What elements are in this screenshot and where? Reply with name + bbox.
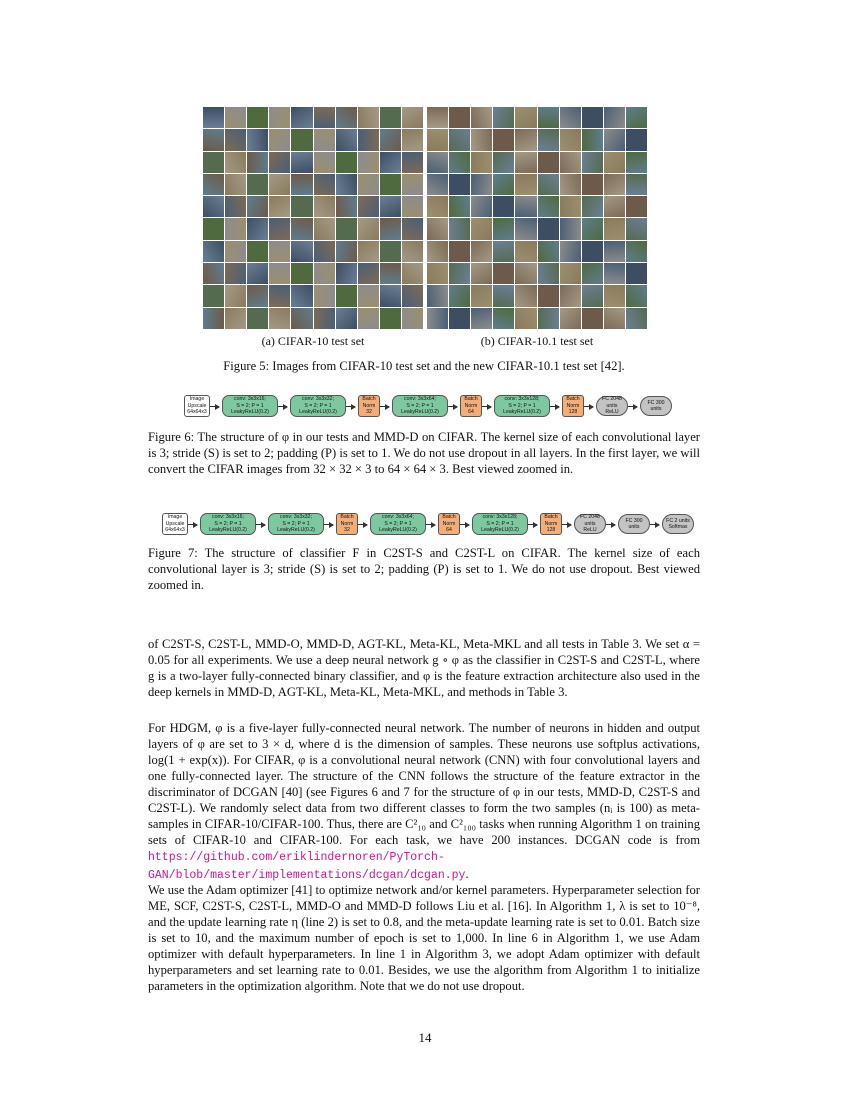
thumbnail-image <box>560 263 581 284</box>
paragraph-2 <box>148 720 700 884</box>
thumbnail-image <box>604 196 625 217</box>
thumbnail-image <box>269 129 290 150</box>
thumbnail-image <box>471 152 492 173</box>
thumbnail-image <box>291 174 312 195</box>
thumbnail-image <box>604 129 625 150</box>
flow-arrow <box>628 406 637 407</box>
thumbnail-image <box>604 174 625 195</box>
flow-arrow <box>346 406 355 407</box>
thumbnail-image <box>515 196 536 217</box>
thumbnail-image <box>626 218 647 239</box>
thumbnail-image <box>291 152 312 173</box>
thumbnail-image <box>291 129 312 150</box>
thumbnail-image <box>247 174 268 195</box>
thumbnail-image <box>225 129 246 150</box>
thumbnail-image <box>291 107 312 128</box>
thumbnail-image <box>336 107 357 128</box>
thumbnail-image <box>203 107 224 128</box>
thumbnail-image <box>314 174 335 195</box>
cifar10-1-image-grid <box>427 107 647 329</box>
thumbnail-image <box>626 263 647 284</box>
input-image-node: Image Upscale 64x64x3 <box>184 395 210 417</box>
thumbnail-image <box>493 263 514 284</box>
conv-layer-node: conv: 3x3x128; S = 2; P = 1 LeakyReLU(0.2) <box>472 513 528 535</box>
thumbnail-image <box>247 107 268 128</box>
thumbnail-image <box>269 285 290 306</box>
thumbnail-image <box>336 241 357 262</box>
thumbnail-image <box>336 263 357 284</box>
thumbnail-image <box>269 218 290 239</box>
thumbnail-image <box>626 152 647 173</box>
thumbnail-image <box>471 129 492 150</box>
thumbnail-image <box>560 107 581 128</box>
thumbnail-image <box>493 285 514 306</box>
thumbnail-image <box>427 241 448 262</box>
thumbnail-image <box>493 241 514 262</box>
thumbnail-image <box>449 107 470 128</box>
thumbnail-image <box>269 241 290 262</box>
thumbnail-image <box>427 196 448 217</box>
batch-norm-node: Batch Norm 32 <box>336 513 358 535</box>
thumbnail-image <box>471 263 492 284</box>
thumbnail-image <box>493 129 514 150</box>
thumbnail-image <box>336 174 357 195</box>
thumbnail-image <box>604 218 625 239</box>
thumbnail-image <box>582 308 603 329</box>
thumbnail-image <box>380 107 401 128</box>
thumbnail-image <box>402 263 423 284</box>
thumbnail-image <box>560 196 581 217</box>
thumbnail-image <box>247 129 268 150</box>
thumbnail-image <box>538 218 559 239</box>
thumbnail-image <box>493 152 514 173</box>
batch-norm-node: Batch Norm 64 <box>460 395 482 417</box>
thumbnail-image <box>582 218 603 239</box>
thumbnail-image <box>449 285 470 306</box>
conv-layer-node: conv: 3x3x64; S = 2; P = 1 LeakyReLU(0.2) <box>370 513 426 535</box>
subcaption-b: (b) CIFAR-10.1 test set <box>480 334 594 348</box>
input-image-node: Image Upscale 64x64x3 <box>162 513 188 535</box>
thumbnail-image <box>358 263 379 284</box>
thumbnail-image <box>358 152 379 173</box>
dcgan-code-link[interactable]: https://github.com/eriklindernoren/PyTorch-GAN/blob/master/implementations/dcgan/dcgan.py <box>148 851 466 882</box>
thumbnail-image <box>402 218 423 239</box>
paragraph-2-end: . <box>465 867 469 881</box>
thumbnail-image <box>203 308 224 329</box>
thumbnail-image <box>380 129 401 150</box>
thumbnail-image <box>449 129 470 150</box>
thumbnail-image <box>247 308 268 329</box>
thumbnail-image <box>515 218 536 239</box>
thumbnail-image <box>291 241 312 262</box>
thumbnail-image <box>582 241 603 262</box>
thumbnail-image <box>314 152 335 173</box>
thumbnail-image <box>449 174 470 195</box>
thumbnail-image <box>247 285 268 306</box>
thumbnail-image <box>203 218 224 239</box>
thumbnail-image <box>538 174 559 195</box>
thumbnail-image <box>560 129 581 150</box>
thumbnail-image <box>626 174 647 195</box>
conv-layer-node: conv: 3x3x32; S = 2; P = 1 LeakyReLU(0.2) <box>268 513 324 535</box>
paragraph-2-text: For HDGM, φ is a five-layer fully-connected neural network. The number of neurons in hidden and output layers of φ are set to 3 × d, where d is the dimension of samples. These neurons use softplus activations, log(1 + exp(x)). For CIFAR, φ is a convolutional neural network (CNN) with four convolutional layers and one fully-connected layer. The structure of the CNN follows the structure of the feature extractor in the discriminator of DCGAN [40] (see Figures 6 and 7 for the structure of φ in our tests, MMD-D, C2ST-S and C2ST-L). We randomly select data from two different classes to form the two samples (nᵢ is 100) as meta-samples in CIFAR-10/CIFAR-100. Thus, there are C²₁₀ and C²₁₀₀ tasks when running Algorithm 1 on training sets of CIFAR-10 and CIFAR-100. For each task, we have 200 instances. DCGAN code is from <box>148 721 700 847</box>
thumbnail-image <box>471 285 492 306</box>
thumbnail-image <box>291 196 312 217</box>
thumbnail-image <box>380 174 401 195</box>
thumbnail-image <box>203 196 224 217</box>
thumbnail-image <box>427 308 448 329</box>
flow-arrow <box>650 524 659 525</box>
thumbnail-image <box>626 129 647 150</box>
flow-arrow <box>606 524 615 525</box>
thumbnail-image <box>471 308 492 329</box>
thumbnail-image <box>402 174 423 195</box>
thumbnail-image <box>471 241 492 262</box>
thumbnail-image <box>515 241 536 262</box>
thumbnail-image <box>380 152 401 173</box>
thumbnail-image <box>247 241 268 262</box>
flow-arrow <box>460 524 469 525</box>
thumbnail-image <box>626 308 647 329</box>
thumbnail-image <box>291 308 312 329</box>
fc-layer-node: FC 300 units <box>618 514 650 534</box>
conv-layer-node: conv: 3x3x128; S = 2; P = 1 LeakyReLU(0.2) <box>494 395 550 417</box>
thumbnail-image <box>402 285 423 306</box>
thumbnail-image <box>427 152 448 173</box>
conv-layer-node: conv: 3x3x32; S = 2; P = 1 LeakyReLU(0.2) <box>290 395 346 417</box>
thumbnail-image <box>493 107 514 128</box>
thumbnail-image <box>515 285 536 306</box>
thumbnail-image <box>225 308 246 329</box>
thumbnail-image <box>247 196 268 217</box>
thumbnail-image <box>269 263 290 284</box>
figure-6-caption: Figure 6: The structure of φ in our tests and MMD-D on CIFAR. The kernel size of each convolutional layer is 3; stride (S) is set to 2; padding (P) is set to 1. We do not use dropout in all layers. In the first layer, we will convert the CIFAR images from 32 × 32 × 3 to 64 × 64 × 3. Best viewed zoomed in. <box>148 430 700 476</box>
flow-arrow <box>482 406 491 407</box>
thumbnail-image <box>449 241 470 262</box>
thumbnail-image <box>358 174 379 195</box>
thumbnail-image <box>449 152 470 173</box>
thumbnail-image <box>203 129 224 150</box>
fc-layer-node: FC 2048 units ReLU <box>596 396 628 416</box>
thumbnail-image <box>560 174 581 195</box>
thumbnail-image <box>538 263 559 284</box>
thumbnail-image <box>560 241 581 262</box>
thumbnail-image <box>269 308 290 329</box>
thumbnail-image <box>604 241 625 262</box>
thumbnail-image <box>493 218 514 239</box>
conv-layer-node: conv: 3x3x16; S = 2; P = 1 LeakyReLU(0.2) <box>200 513 256 535</box>
thumbnail-image <box>582 152 603 173</box>
figure-7-caption: Figure 7: The structure of classifier F in C2ST-S and C2ST-L on CIFAR. The kernel size of each convolutional layer is 3; stride (S) is set to 2; padding (P) is set to 1. We do not use dropout. Best viewed zoomed in. <box>148 546 700 592</box>
thumbnail-image <box>314 308 335 329</box>
thumbnail-image <box>582 285 603 306</box>
paragraph-3: We use the Adam optimizer [41] to optimize network and/or kernel parameters. Hyperparameter selection for ME, SCF, C2ST-S, C2ST-L, MMD-O and MMD-D follows Liu et al. [16]. In Algorithm 1, λ is set to 10⁻⁸, and the update learning rate η (line 2) is set to 0.8, and the meta-update learning rate is set to 0.01. Batch size is set to 10, and the maximum number of epoch is set to 1,000. In line 6 in Algorithm 1, we use Adam optimizer with default hyperparameters. In line 1 in Algorithm 3, we adopt Adam optimizer with default hyperparameters and set learning rate to 0.01. Besides, we use the algorithm from Algorithm 1 to initialize parameters in the optimization algorithm. Note that we do not use dropout. <box>148 883 700 993</box>
thumbnail-image <box>314 285 335 306</box>
paragraph-1: of C2ST-S, C2ST-L, MMD-O, MMD-D, AGT-KL, Meta-KL, Meta-MKL and all tests in Table 3. We set α = 0.05 for all experiments. We use a deep neural network g ∘ φ as the classifier in C2ST-S and C2ST-L, where g is a two-layer fully-connected binary classifier, and φ is the feature extraction architecture also used in the deep kernels in MMD-D, AGT-KL, Meta-KL, Meta-MKL, and methods in Table 3. <box>148 637 700 699</box>
thumbnail-image <box>247 152 268 173</box>
thumbnail-image <box>427 129 448 150</box>
thumbnail-image <box>471 107 492 128</box>
thumbnail-image <box>493 196 514 217</box>
thumbnail-image <box>358 308 379 329</box>
thumbnail-image <box>604 263 625 284</box>
thumbnail-image <box>538 308 559 329</box>
thumbnail-image <box>560 152 581 173</box>
thumbnail-image <box>538 241 559 262</box>
thumbnail-image <box>538 285 559 306</box>
thumbnail-image <box>538 107 559 128</box>
thumbnail-image <box>538 152 559 173</box>
thumbnail-image <box>203 241 224 262</box>
thumbnail-image <box>225 263 246 284</box>
thumbnail-image <box>380 285 401 306</box>
thumbnail-image <box>427 285 448 306</box>
flow-arrow <box>278 406 287 407</box>
thumbnail-image <box>380 241 401 262</box>
thumbnail-image <box>427 263 448 284</box>
thumbnail-image <box>515 174 536 195</box>
thumbnail-image <box>402 129 423 150</box>
fc-layer-node: FC 2048 units ReLU <box>574 514 606 534</box>
cifar10-image-grid <box>203 107 423 329</box>
thumbnail-image <box>291 218 312 239</box>
figure-7-diagram <box>148 508 708 540</box>
thumbnail-image <box>402 241 423 262</box>
thumbnail-image <box>225 152 246 173</box>
thumbnail-image <box>203 152 224 173</box>
thumbnail-image <box>269 107 290 128</box>
thumbnail-image <box>380 196 401 217</box>
thumbnail-image <box>515 107 536 128</box>
thumbnail-image <box>402 308 423 329</box>
thumbnail-image <box>314 263 335 284</box>
thumbnail-image <box>604 285 625 306</box>
thumbnail-image <box>626 285 647 306</box>
thumbnail-image <box>269 152 290 173</box>
thumbnail-image <box>225 196 246 217</box>
thumbnail-image <box>314 196 335 217</box>
batch-norm-node: Batch Norm 128 <box>562 395 584 417</box>
thumbnail-image <box>471 196 492 217</box>
thumbnail-image <box>449 218 470 239</box>
thumbnail-image <box>247 263 268 284</box>
flow-arrow <box>448 406 457 407</box>
conv-layer-node: conv: 3x3x16; S = 2; P = 1 LeakyReLU(0.2) <box>222 395 278 417</box>
thumbnail-image <box>203 174 224 195</box>
thumbnail-image <box>515 308 536 329</box>
flow-arrow <box>188 524 197 525</box>
thumbnail-image <box>336 218 357 239</box>
thumbnail-image <box>402 152 423 173</box>
thumbnail-image <box>336 196 357 217</box>
batch-norm-node: Batch Norm 64 <box>438 513 460 535</box>
thumbnail-image <box>402 196 423 217</box>
thumbnail-image <box>427 107 448 128</box>
thumbnail-image <box>291 263 312 284</box>
thumbnail-image <box>358 285 379 306</box>
thumbnail-image <box>626 241 647 262</box>
thumbnail-image <box>358 129 379 150</box>
thumbnail-image <box>582 174 603 195</box>
flow-arrow <box>380 406 389 407</box>
thumbnail-image <box>604 152 625 173</box>
thumbnail-image <box>225 218 246 239</box>
thumbnail-image <box>358 196 379 217</box>
thumbnail-image <box>247 218 268 239</box>
thumbnail-image <box>560 285 581 306</box>
thumbnail-image <box>336 129 357 150</box>
thumbnail-image <box>582 129 603 150</box>
thumbnail-image <box>626 196 647 217</box>
thumbnail-image <box>358 218 379 239</box>
subcaption-a: (a) CIFAR-10 test set <box>261 334 365 348</box>
thumbnail-image <box>269 196 290 217</box>
thumbnail-image <box>626 107 647 128</box>
thumbnail-image <box>515 129 536 150</box>
thumbnail-image <box>427 218 448 239</box>
thumbnail-image <box>314 218 335 239</box>
flow-arrow <box>584 406 593 407</box>
batch-norm-node: Batch Norm 32 <box>358 395 380 417</box>
thumbnail-image <box>203 263 224 284</box>
flow-arrow <box>562 524 571 525</box>
thumbnail-image <box>515 152 536 173</box>
thumbnail-image <box>471 174 492 195</box>
thumbnail-image <box>314 107 335 128</box>
thumbnail-image <box>336 308 357 329</box>
thumbnail-image <box>225 241 246 262</box>
thumbnail-image <box>269 174 290 195</box>
thumbnail-image <box>538 196 559 217</box>
page-number: 14 <box>418 1030 432 1045</box>
thumbnail-image <box>449 196 470 217</box>
thumbnail-image <box>380 218 401 239</box>
flow-arrow <box>358 524 367 525</box>
thumbnail-image <box>515 263 536 284</box>
thumbnail-image <box>358 107 379 128</box>
thumbnail-image <box>604 107 625 128</box>
thumbnail-image <box>314 241 335 262</box>
thumbnail-image <box>225 107 246 128</box>
thumbnail-image <box>380 308 401 329</box>
flow-arrow <box>426 524 435 525</box>
figure-5-caption: Figure 5: Images from CIFAR-10 test set and the new CIFAR-10.1 test set [42]. <box>223 359 625 373</box>
flow-arrow <box>210 406 219 407</box>
flow-arrow <box>324 524 333 525</box>
figure-6-diagram <box>148 390 708 422</box>
thumbnail-image <box>582 196 603 217</box>
thumbnail-image <box>471 218 492 239</box>
thumbnail-image <box>203 285 224 306</box>
thumbnail-image <box>427 174 448 195</box>
thumbnail-image <box>582 263 603 284</box>
thumbnail-image <box>291 285 312 306</box>
thumbnail-image <box>358 241 379 262</box>
thumbnail-image <box>582 107 603 128</box>
thumbnail-image <box>493 308 514 329</box>
thumbnail-image <box>449 308 470 329</box>
thumbnail-image <box>493 174 514 195</box>
thumbnail-image <box>538 129 559 150</box>
thumbnail-image <box>314 129 335 150</box>
flow-arrow <box>256 524 265 525</box>
thumbnail-image <box>560 308 581 329</box>
fc-layer-node: FC 2 units Softmax <box>662 514 694 534</box>
batch-norm-node: Batch Norm 128 <box>540 513 562 535</box>
thumbnail-image <box>604 308 625 329</box>
conv-layer-node: conv: 3x3x64; S = 2; P = 1 LeakyReLU(0.2) <box>392 395 448 417</box>
thumbnail-image <box>402 107 423 128</box>
thumbnail-image <box>336 152 357 173</box>
flow-arrow <box>550 406 559 407</box>
thumbnail-image <box>336 285 357 306</box>
thumbnail-image <box>225 285 246 306</box>
thumbnail-image <box>380 263 401 284</box>
thumbnail-image <box>449 263 470 284</box>
thumbnail-image <box>225 174 246 195</box>
flow-arrow <box>528 524 537 525</box>
fc-layer-node: FC 300 units <box>640 396 672 416</box>
thumbnail-image <box>560 218 581 239</box>
